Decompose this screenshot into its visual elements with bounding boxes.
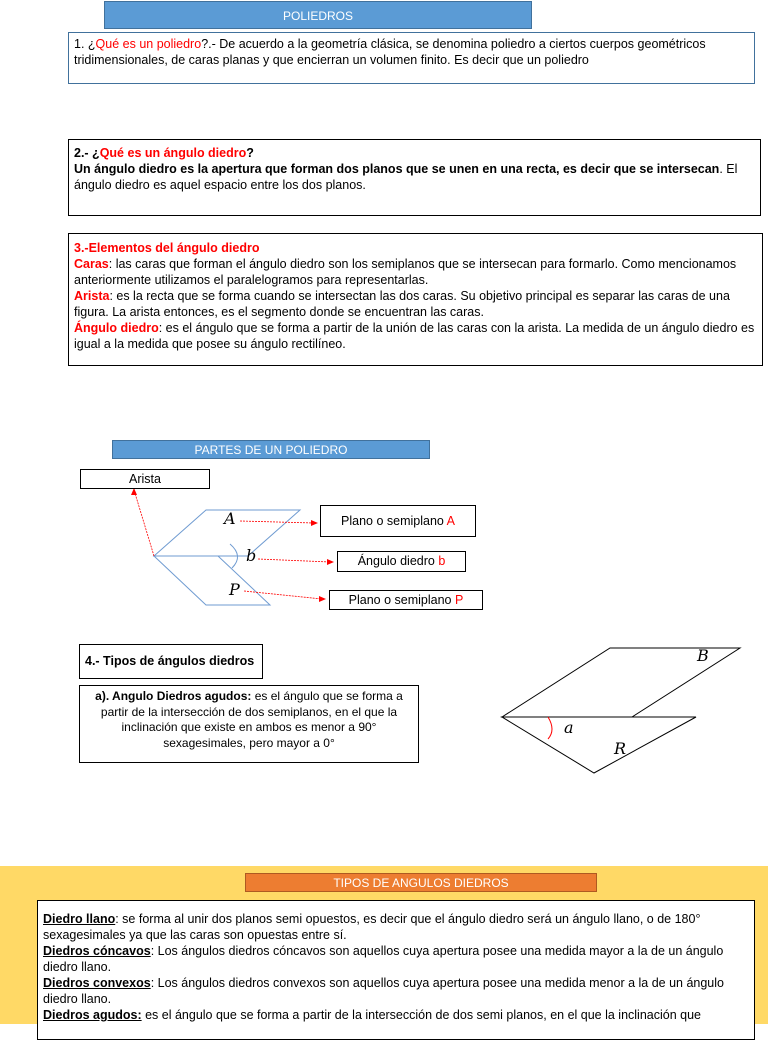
arrow-diedro [258, 559, 330, 562]
concavos-label: Diedros cóncavos [43, 944, 151, 958]
diedro-letter: b [438, 554, 446, 568]
q3-number: 3.- [74, 241, 89, 255]
arrowhead-arista [131, 488, 137, 495]
arrow-plano-a [240, 521, 314, 523]
arrowhead-plano-a [311, 520, 318, 526]
q2-text: . El ángulo diedro es aquel espacio entre los dos planos. [74, 162, 738, 192]
q1-box [68, 32, 755, 84]
convexos-text: : Los ángulos diedros convexos son aquellos cuya apertura posee una medida menor a la de un ángulo diedro llano. [43, 976, 724, 1006]
llano-text: : se forma al unir dos planos semi opuestos, es decir que el ángulo diedro será un ángulo llano, o de 180° sexagesimales ya que las caras son opuestas entre sí. [43, 912, 701, 942]
agudos-label: a). Angulo Diedros agudos: [95, 689, 252, 703]
q2-box [68, 139, 761, 216]
label-B: B [697, 646, 709, 665]
plano-p-text: Plano o semiplano [348, 593, 455, 607]
arrow-arista [134, 490, 154, 556]
q4-title: 4.- Tipos de ángulos diedros [79, 644, 263, 679]
caras-text: : las caras que forman el ángulo diedro son los semiplanos que se intersecan para formarlo. Como mencionamos anteriormente utilizamos el paralelogramos para representarlas. [74, 257, 737, 287]
arrowhead-plano-p [319, 596, 326, 602]
acute-dihedral-diagram [490, 640, 750, 780]
convexos-label: Diedros convexos [43, 976, 151, 990]
arista-label-box: Arista [80, 469, 210, 489]
partes-banner: PARTES DE UN POLIEDRO [112, 440, 430, 459]
plano-a-letter: A [446, 514, 455, 528]
q2-bold-text: Un ángulo diedro es la apertura que forman dos planos que se unen en una recta, es decir que se intersecan [74, 162, 720, 176]
plano-a-box [320, 505, 476, 537]
label-R: R [614, 739, 627, 758]
agudos-box [79, 685, 419, 763]
arista-label: Arista [74, 289, 110, 303]
q2-end: ? [246, 146, 254, 160]
diedro-text: Ángulo diedro [357, 554, 439, 568]
q3-highlight: Elementos del ángulo diedro [88, 241, 260, 255]
q2-number: 2.- ¿ [74, 146, 100, 160]
concavos-text: : Los ángulos diedros cóncavos son aquellos cuya apertura posee una medida mayor a la de un ángulo diedro llano. [43, 944, 724, 974]
q2-highlight: Qué es un ángulo diedro [99, 146, 247, 160]
label-P: P [229, 580, 240, 599]
tipos-box [37, 900, 755, 1040]
plano-p-box [329, 590, 483, 610]
agudos-tipo-label: Diedros agudos: [43, 1008, 142, 1022]
label-a: a [564, 718, 574, 737]
arrowhead-diedro [327, 559, 334, 565]
tipos-banner: TIPOS DE ANGULOS DIEDROS [245, 873, 597, 892]
label-A: A [224, 509, 236, 528]
arista-text: : es la recta que se forma cuando se intersectan las dos caras. Su objetivo principal es separar las caras de una figura. La arista entonces, es el segmento donde se encuentran las caras. [74, 289, 730, 319]
angulo-text: : es el ángulo que se forma a partir de la unión de las caras con la arista. La medida de un ángulo diedro es igual a la medida que posee su ángulo rectilíneo. [74, 321, 755, 351]
q1-number: 1. ¿ [74, 37, 96, 51]
agudos-tipo-text: es el ángulo que se forma a partir de la intersección de dos semi planos, en el que la inclinación que [141, 1008, 701, 1022]
plane-R [502, 717, 696, 773]
q1-highlight: Qué es un poliedro [95, 37, 202, 51]
q1-text: ?.- De acuerdo a la geometría clásica, se denomina poliedro a ciertos cuerpos geométricos tridimensionales, de caras planas y que encierran un volumen finito. Es decir que un poliedro [74, 37, 706, 67]
plano-a-text: Plano o semiplano [341, 514, 447, 528]
llano-label: Diedro llano [43, 912, 116, 926]
q3-box [68, 233, 763, 366]
label-b: b [246, 546, 257, 565]
agudos-text: es el ángulo que se forma a partir de la intersección de dos semiplanos, en el que la inclinación que existe en ambos es menor a 90° sexagesimales, pero mayor a 0° [100, 689, 403, 750]
title-banner: POLIEDROS [104, 1, 532, 29]
caras-label: Caras [74, 257, 109, 271]
angulo-label: Ángulo diedro [74, 321, 159, 335]
angle-arc-a [548, 717, 552, 739]
plano-p-letter: P [454, 593, 464, 607]
diedro-box [337, 551, 466, 572]
